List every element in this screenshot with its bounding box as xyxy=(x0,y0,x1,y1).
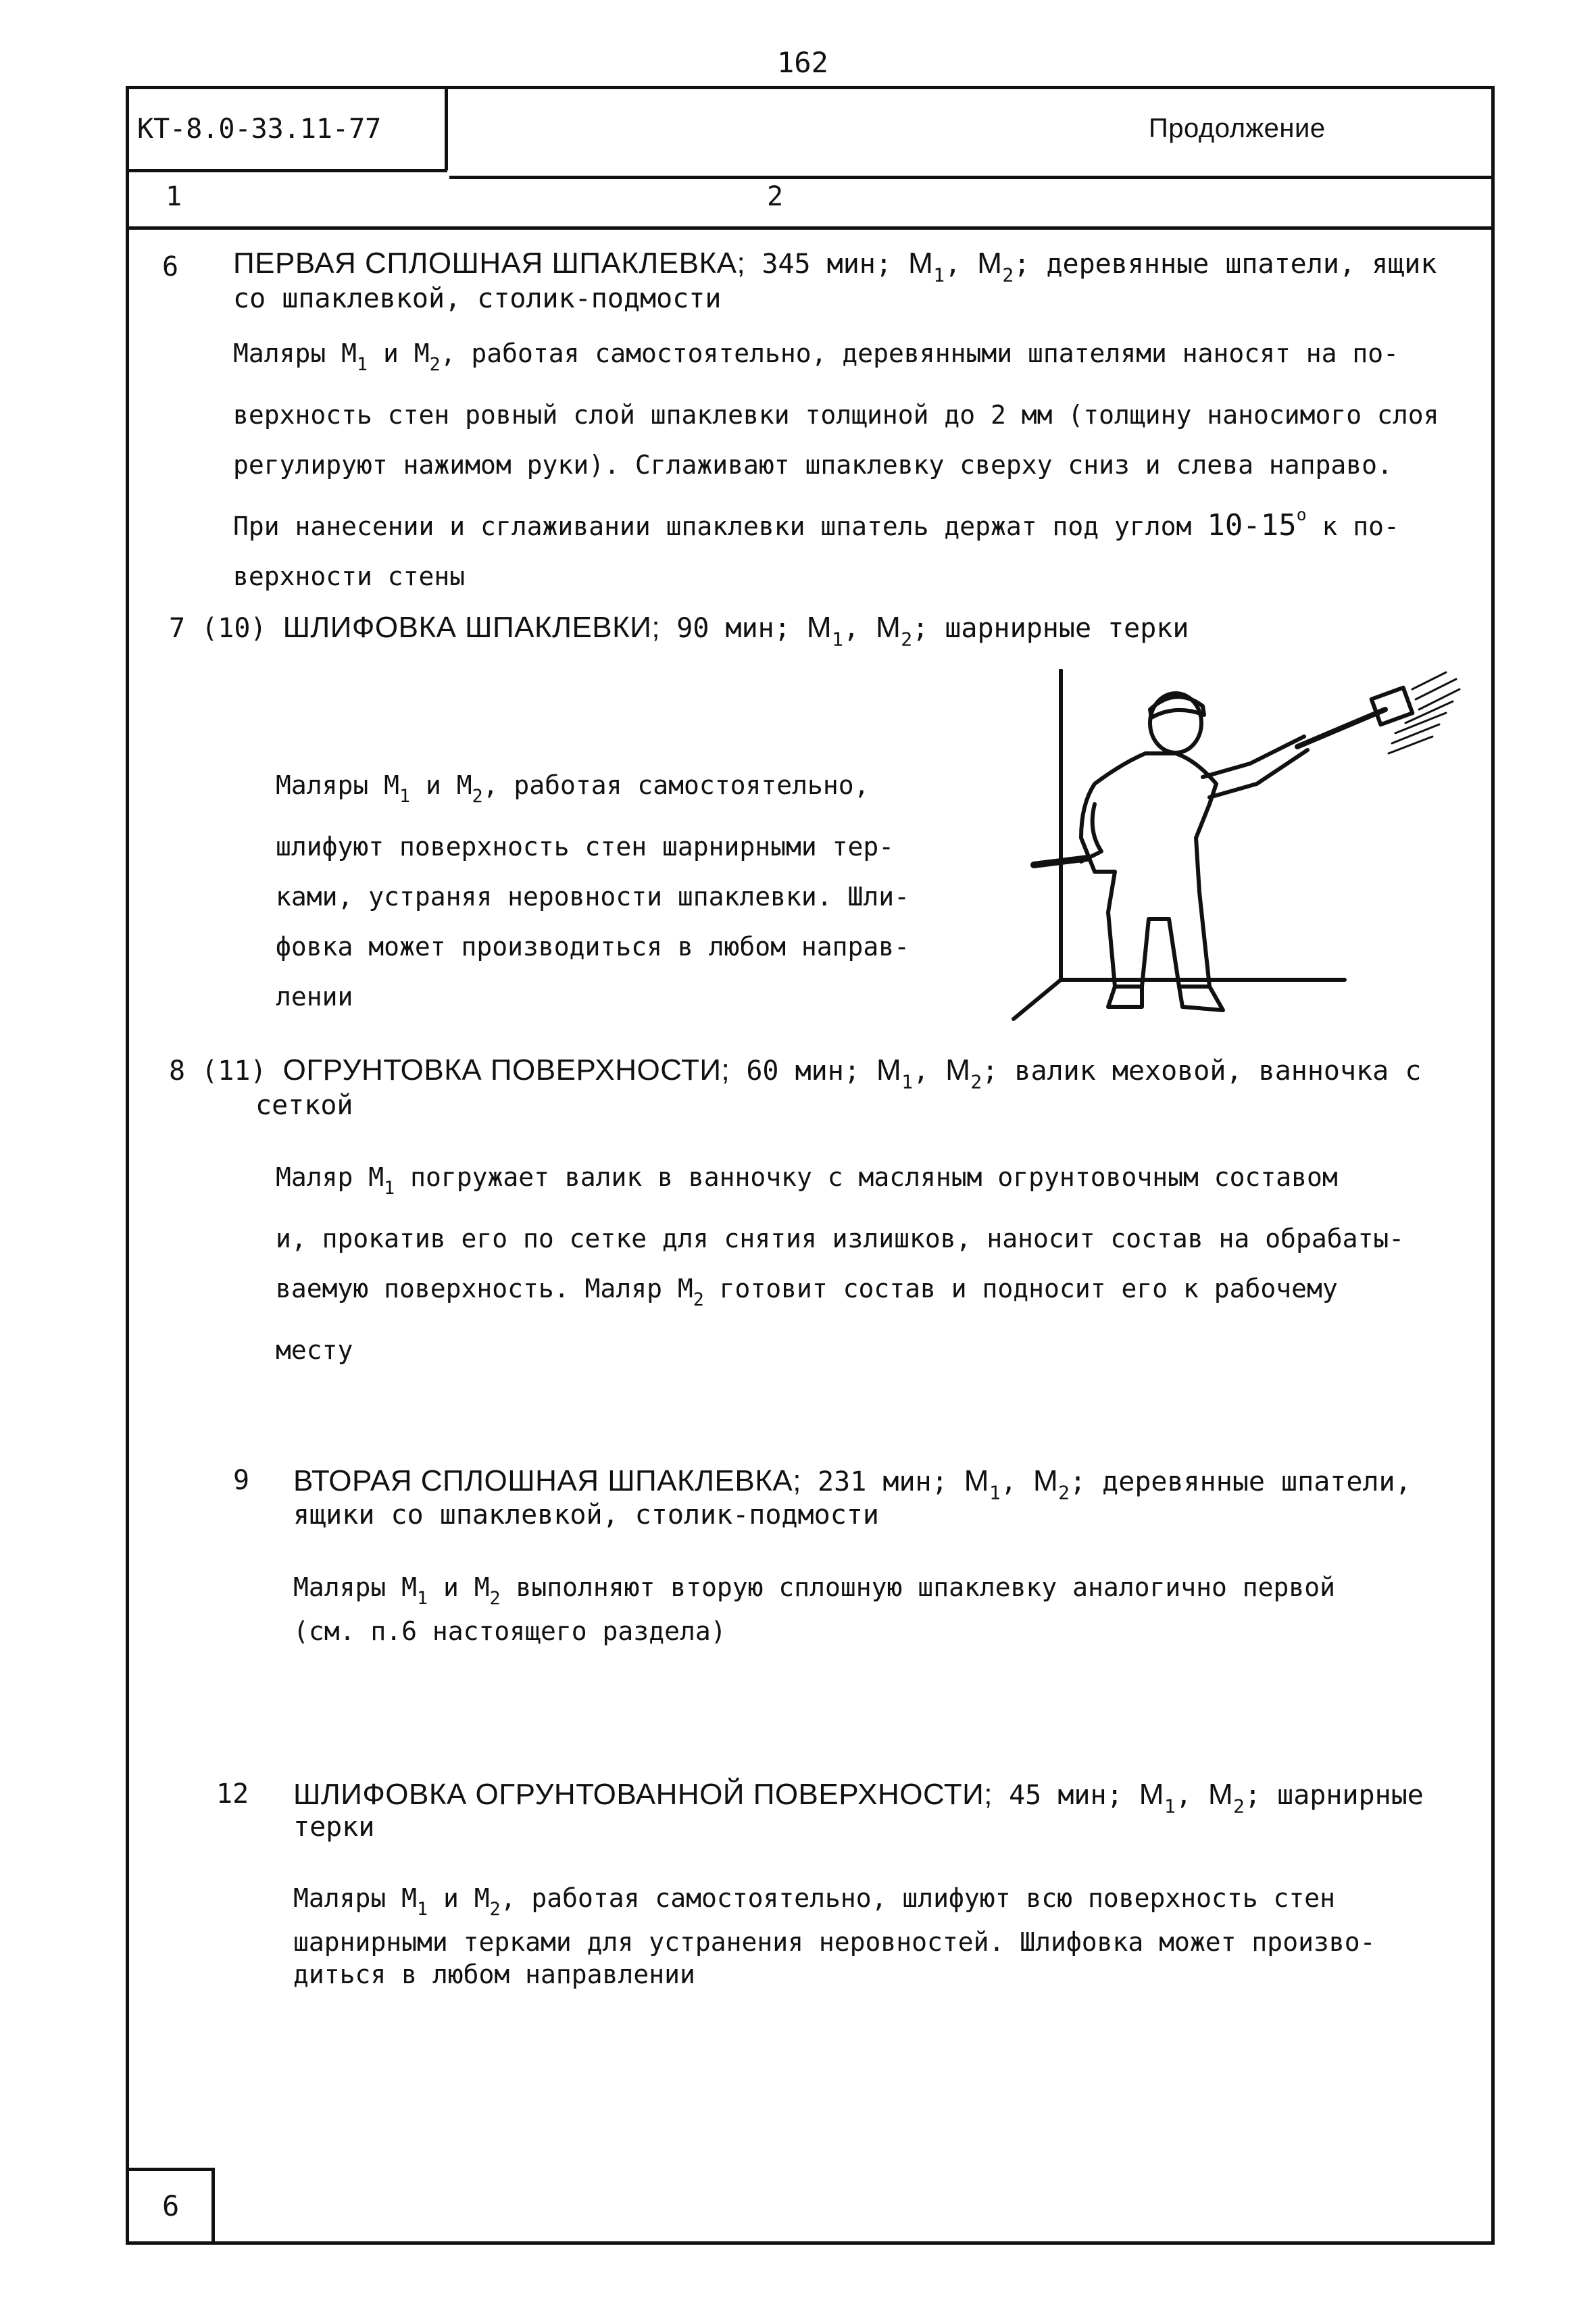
sub-1: 1 xyxy=(989,1481,1001,1504)
sanding-pole xyxy=(1297,710,1385,747)
desc-text: и М xyxy=(425,770,472,800)
page-number: 162 xyxy=(777,46,828,79)
sub-2: 2 xyxy=(901,628,913,651)
item-9-title: ВТОРАЯ СПЛОШНАЯ ШПАКЛЕВКА; 231 мин; $М_1$, $М_2$; деревянные шпатели, xyxy=(293,1464,1412,1504)
item-9-duration: 231 мин; xyxy=(818,1466,948,1497)
desc-text: , работая самостоятельно, шлифуют всю поверхность стен xyxy=(500,1883,1336,1913)
sub-2: 2 xyxy=(1002,264,1014,287)
desc-text: Маляры М xyxy=(293,1883,418,1913)
item-12-tools: шарнирные xyxy=(1277,1780,1424,1811)
item-6-title-caps: ПЕРВАЯ СПЛОШНАЯ ШПАКЛЕВКА; xyxy=(233,247,746,280)
worker-foot-right xyxy=(1179,987,1223,1010)
header-box-right xyxy=(445,86,448,170)
hand-tool xyxy=(1034,858,1088,865)
frame-top xyxy=(126,86,1495,89)
item-6-title: ПЕРВАЯ СПЛОШНАЯ ШПАКЛЕВКА; 345 мин; $М_1$, $М_2$; деревянные шпатели, ящик xyxy=(233,247,1437,287)
desc-line: шарнирными терками для устранения неровностей. Шлифовка может произво- xyxy=(293,1926,1376,1957)
item-8-description xyxy=(276,1152,1478,1375)
item-6-duration: 345 мин; xyxy=(762,249,892,280)
footer-box-top xyxy=(126,2168,215,2171)
item-8-tools: валик меховой, ванночка с xyxy=(1014,1055,1422,1087)
desc-text: Маляры М xyxy=(293,1572,418,1602)
footer-box-right xyxy=(211,2169,215,2245)
desc-line: шлифуют поверхность стен шарнирными тер- xyxy=(276,831,895,862)
worker-m2: М xyxy=(1207,1778,1234,1811)
desc-text: выполняют вторую сплошную шпаклевку аналогично первой xyxy=(516,1572,1336,1602)
worker-arm xyxy=(1203,737,1307,797)
desc-line: фовка может производиться в любом направ- xyxy=(276,931,909,962)
frame-right xyxy=(1491,86,1495,2245)
worker-m2: М xyxy=(945,1053,971,1087)
sub-2: 2 xyxy=(489,1587,501,1609)
item-12-number: 12 xyxy=(216,1778,249,1810)
column-2-header: 2 xyxy=(767,181,784,212)
item-12-title: ШЛИФОВКА ОГРУНТОВАННОЙ ПОВЕРХНОСТИ; 45 мин; $М_1$, $М_2$; шарнирные xyxy=(293,1778,1424,1818)
angle-value: 10-15 xyxy=(1207,508,1297,543)
column-1-header: 1 xyxy=(166,181,182,212)
desc-text: готовит состав и подносит его к рабочему xyxy=(719,1273,1338,1303)
desc-text: При нанесении и сглаживании шпаклевки шпатель держат под углом xyxy=(233,512,1192,542)
sub-2: 2 xyxy=(429,353,441,375)
item-7-title-caps: ШЛИФОВКА ШПАКЛЕВКИ; xyxy=(282,611,661,644)
item-12-duration: 45 мин; xyxy=(1009,1780,1123,1811)
worker-m2: М xyxy=(977,247,1003,280)
sub-1: 1 xyxy=(417,1898,428,1920)
item-6-description xyxy=(233,328,1483,601)
worker-sanding-illustration xyxy=(1007,669,1480,1034)
sub-2: 2 xyxy=(1058,1481,1070,1504)
sub-1: 1 xyxy=(384,1177,395,1199)
desc-text: к по- xyxy=(1322,512,1399,542)
sub-1: 1 xyxy=(832,628,843,651)
column-header-rule xyxy=(126,226,1495,230)
worker-m1: М xyxy=(908,247,934,280)
sub-2: 2 xyxy=(970,1070,982,1093)
desc-line: лении xyxy=(276,981,353,1012)
desc-line: верхности стены xyxy=(233,562,466,592)
item-6-tools-line2: со шпаклевкой, столик-подмости xyxy=(233,283,722,314)
floor-perspective-line xyxy=(1014,980,1061,1019)
item-7-title: 7 (10) ШЛИФОВКА ШПАКЛЕВКИ; 90 мин; $М_1$, $М_2$; шарнирные терки xyxy=(169,611,1189,651)
item-12-title-caps: ШЛИФОВКА ОГРУНТОВАННОЙ ПОВЕРХНОСТИ; xyxy=(293,1778,993,1811)
item-8-number: 8 (11) xyxy=(169,1055,267,1087)
degree-sign: о xyxy=(1296,504,1307,524)
frame-left xyxy=(126,86,129,2245)
desc-line: верхность стен ровный слой шпаклевки толщиной до 2 мм (толщину наносимого слоя xyxy=(233,399,1439,430)
sub-2: 2 xyxy=(489,1898,501,1920)
desc-line: месту xyxy=(276,1335,353,1365)
sub-2: 2 xyxy=(693,1289,704,1310)
sub-1: 1 xyxy=(1164,1795,1176,1818)
header-rule xyxy=(449,176,1495,179)
worker-foot-left xyxy=(1108,987,1142,1007)
worker-m1: М xyxy=(1139,1778,1164,1811)
item-9-title-caps: ВТОРАЯ СПЛОШНАЯ ШПАКЛЕВКА; xyxy=(293,1464,801,1497)
item-9-description xyxy=(293,1571,1482,1647)
worker-m1: М xyxy=(964,1464,989,1497)
item-9-tools-line2: ящики со шпаклевкой, столик-подмости xyxy=(293,1499,879,1530)
worker-m1: М xyxy=(806,611,832,644)
continuation-label: Продолжение xyxy=(1149,114,1326,143)
worker-m1: М xyxy=(876,1053,902,1087)
item-8-title: 8 (11) ОГРУНТОВКА ПОВЕРХНОСТИ; 60 мин; $М_1$, $М_2$; валик меховой, ванночка с xyxy=(169,1053,1422,1093)
desc-text: и М xyxy=(443,1883,490,1913)
item-8-tools-line2: сеткой xyxy=(255,1090,353,1121)
item-6-tools: деревянные шпатели, ящик xyxy=(1046,249,1437,280)
desc-line: и, прокатив его по сетке для снятия излишков, наносит состав на обрабаты- xyxy=(276,1223,1405,1253)
desc-text: , работая самостоятельно, деревянными шпателями наносят на по- xyxy=(440,339,1399,368)
frame-bottom xyxy=(126,2241,1495,2245)
sanding-pad xyxy=(1372,688,1413,725)
item-7-description xyxy=(276,760,965,1022)
item-7-number: 7 (10) xyxy=(169,613,267,644)
item-12-tools-line2: терки xyxy=(293,1812,375,1843)
item-9-tools: деревянные шпатели, xyxy=(1102,1466,1412,1497)
worker-m2: М xyxy=(1032,1464,1059,1497)
item-12-description xyxy=(293,1882,1482,1991)
desc-text: ваемую поверхность. Маляр М xyxy=(276,1273,693,1303)
worker-m2: М xyxy=(876,611,901,644)
desc-line: регулируют нажимом руки). Сглаживают шпаклевку сверху сниз и слева направо. xyxy=(233,449,1393,480)
sub-1: 1 xyxy=(357,353,368,375)
desc-text: и М xyxy=(382,339,430,368)
desc-line: диться в любом направлении xyxy=(293,1959,695,1989)
sub-1: 1 xyxy=(417,1587,428,1609)
desc-text: погружает валик в ванночку с масляным огрунтовочным составом xyxy=(410,1162,1338,1192)
item-9-number: 9 xyxy=(233,1465,250,1496)
item-8-title-caps: ОГРУНТОВКА ПОВЕРХНОСТИ; xyxy=(282,1053,730,1087)
desc-text: и М xyxy=(443,1572,490,1602)
footer-box-number: 6 xyxy=(162,2189,180,2222)
sub-1: 1 xyxy=(933,264,945,287)
desc-text: Маляр М xyxy=(276,1162,384,1192)
item-7-tools: шарнирные терки xyxy=(945,613,1189,644)
document-code: КТ-8.0-33.11-77 xyxy=(137,114,382,145)
desc-text: Маляры М xyxy=(276,770,400,800)
worker-body xyxy=(1081,753,1216,987)
sub-1: 1 xyxy=(399,785,411,807)
item-7-duration: 90 мин; xyxy=(676,613,791,644)
sub-1: 1 xyxy=(901,1070,914,1093)
item-8-duration: 60 мин; xyxy=(746,1055,860,1087)
desc-line: ками, устраняя неровности шпаклевки. Шли- xyxy=(276,881,909,912)
desc-line: (см. п.6 настоящего раздела) xyxy=(293,1616,726,1646)
sub-2: 2 xyxy=(1233,1795,1245,1818)
desc-text: , работая самостоятельно, xyxy=(482,770,870,800)
header-box-bottom xyxy=(126,169,447,172)
sub-2: 2 xyxy=(472,785,483,807)
desc-text: Маляры М xyxy=(233,339,357,368)
item-6-number: 6 xyxy=(162,251,179,282)
